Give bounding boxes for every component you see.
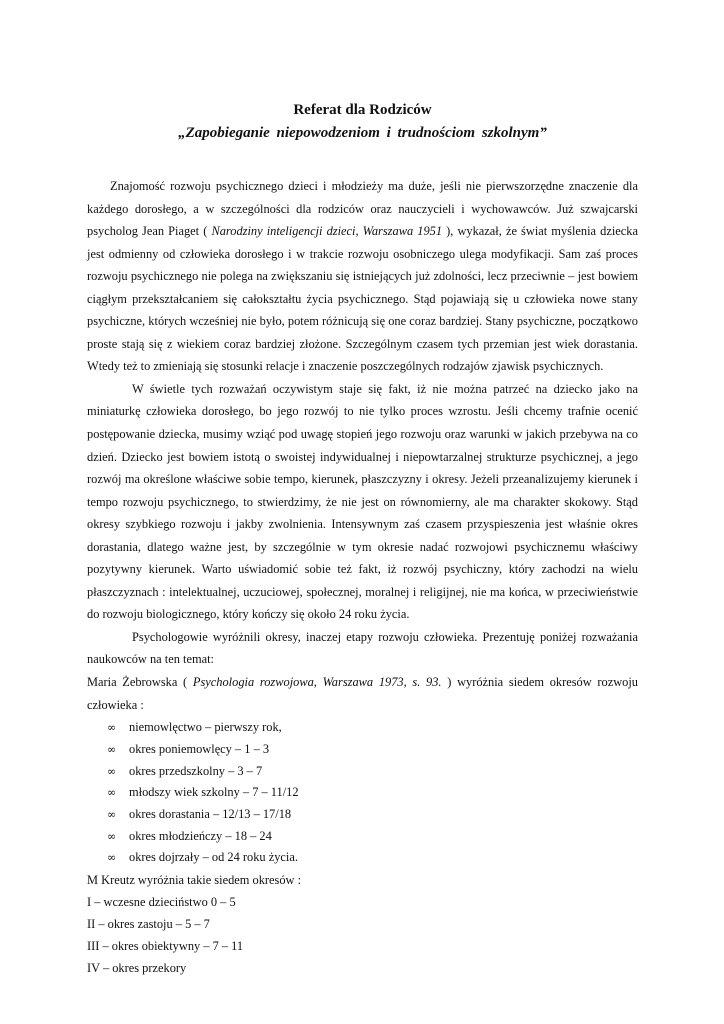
zebrowska-text-b: ) wyróżnia siedem okresów rozwoju człowieka :	[87, 675, 638, 712]
infinity-bullet-icon: ∞	[107, 721, 117, 735]
kreutz-intro: M Kreutz wyróżnia takie siedem okresów :	[87, 872, 302, 887]
paragraph-intro-text-a: Znajomość rozwoju psychicznego dzieci i młodzieży ma duże, jeśli nie pierwszorzędne znaczenie dla każdego dorosłego, a w szczególności dla rodziców oraz nauczycieli i wychowawców. Już szwajcarski psycholog Jean Piaget (	[87, 179, 638, 239]
list-item	[87, 804, 638, 826]
zebrowska-citation: Psychologia rozwojowa, Warszawa 1973, s. 93.	[192, 675, 442, 690]
list-item	[87, 826, 638, 848]
kreutz-period: II – okres zastoju – 5 – 7	[87, 916, 210, 931]
infinity-bullet-icon: ∞	[107, 807, 117, 821]
list-item	[87, 782, 638, 804]
stage-label: okres poniemowlęcy – 1 – 3	[129, 741, 270, 756]
stage-label: okres przedszkolny – 3 – 7	[129, 763, 263, 778]
stage-label: młodszy wiek szkolny – 7 – 11/12	[129, 785, 299, 800]
paragraph-development: W świetle tych rozważań oczywistym staje się fakt, iż nie można patrzeć na dziecko jako na miniaturkę człowieka dorosłego, bo jego rozwój to nie tylko proces wzrostu. Jeśli chcemy trafnie ocenić postępowanie dziecka, musimy wziąć pod uwagę stopień jego rozwoju oraz warunki w jakich przebywa na co dzień. Dziecko jest bowiem istotą o swoistej indywidualnej i niepowtarzalnej strukturze psychicznej, a jego rozwój ma określone właściwe sobie tempo, kierunek, płaszczyzny i okresy. Jeżeli przeanalizujemy kierunek i tempo rozwoju psychicznego, to stwierdzimy, że nie jest on równomierny, ale ma charakter skokowy. Stąd okresy szybkiego rozwoju i jakby zwolnienia. Intensywnym zaś czasem przyspieszenia jest właśnie okres dorastania, dlatego ważne jest, by szczególnie w tym okresie nadać rozwojowi psychicznemu właściwy pozytywny kierunek. Warto uświadomić sobie też fakt, iż rozwój psychiczny, który zachodzi na wielu płaszczyznach : intelektualnej, uczuciowej, społecznej, moralnej i religijnej, nie ma końca, w przeciwieństwie do rozwoju biologicznego, który kończy się około 24 roku życia.	[87, 381, 638, 622]
stage-label: okres młodzieńczy – 18 – 24	[129, 828, 272, 843]
document-page	[87, 100, 638, 979]
piaget-citation: Narodziny inteligencji dzieci, Warszawa 1951	[211, 224, 443, 239]
kreutz-period: I – wczesne dzieciństwo 0 – 5	[87, 894, 236, 909]
zebrowska-text-a: Maria Żebrowska (	[87, 675, 193, 690]
stage-label: okres dorastania – 12/13 – 17/18	[129, 806, 292, 821]
infinity-bullet-icon: ∞	[107, 829, 117, 843]
list-item	[87, 761, 638, 783]
infinity-bullet-icon: ∞	[107, 786, 117, 800]
list-item	[87, 717, 638, 739]
infinity-bullet-icon: ∞	[107, 851, 117, 865]
kreutz-period: IV – okres przekory	[87, 960, 187, 975]
document-subtitle: „Zapobieganie niepowodzeniom i trudnościom szkolnym”	[178, 125, 547, 141]
stage-label: okres dojrzały – od 24 roku życia.	[129, 850, 298, 865]
paragraph-intro	[87, 175, 638, 378]
document-title: Referat dla Rodziców	[293, 102, 432, 118]
paragraph-zebrowska	[87, 671, 638, 716]
list-item	[87, 847, 638, 869]
infinity-bullet-icon: ∞	[107, 764, 117, 778]
paragraph-intro-text-b: ), wykazał, że świat myślenia dziecka jest odmienny od człowieka dorosłego i w trakcie rozwoju osobniczego ulega modyfikacji. Sam zaś proces rozwoju psychicznego nie polega na zwiększaniu się istniejących już zdolności, lecz przeciwnie – jest bowiem ciągłym przekształcaniem się całokształtu życia psychicznego. Stąd pojawiają się u człowieka nowe stany psychiczne, których wcześniej nie było, potem różnicują się one coraz bardziej. Stany psychiczne, początkowo proste stają się z wiekiem coraz bardziej złożone. Szczególnym czasem tych przemian jest wiek dorastania. Wtedy też to zmieniają się stosunki relacje i znaczenie poszczególnych rodzajów zjawisk psychicznych.	[87, 224, 638, 374]
list-item	[87, 739, 638, 761]
stage-label: niemowlęctwo – pierwszy rok,	[129, 720, 282, 735]
kreutz-period: III – okres obiektywny – 7 – 11	[87, 938, 244, 953]
paragraph-psychologists: Psychologowie wyróżnili okresy, inaczej etapy rozwoju człowieka. Prezentuję poniżej rozważania naukowców na ten temat:	[87, 629, 638, 667]
development-stages-list	[87, 717, 638, 869]
infinity-bullet-icon: ∞	[107, 742, 117, 756]
